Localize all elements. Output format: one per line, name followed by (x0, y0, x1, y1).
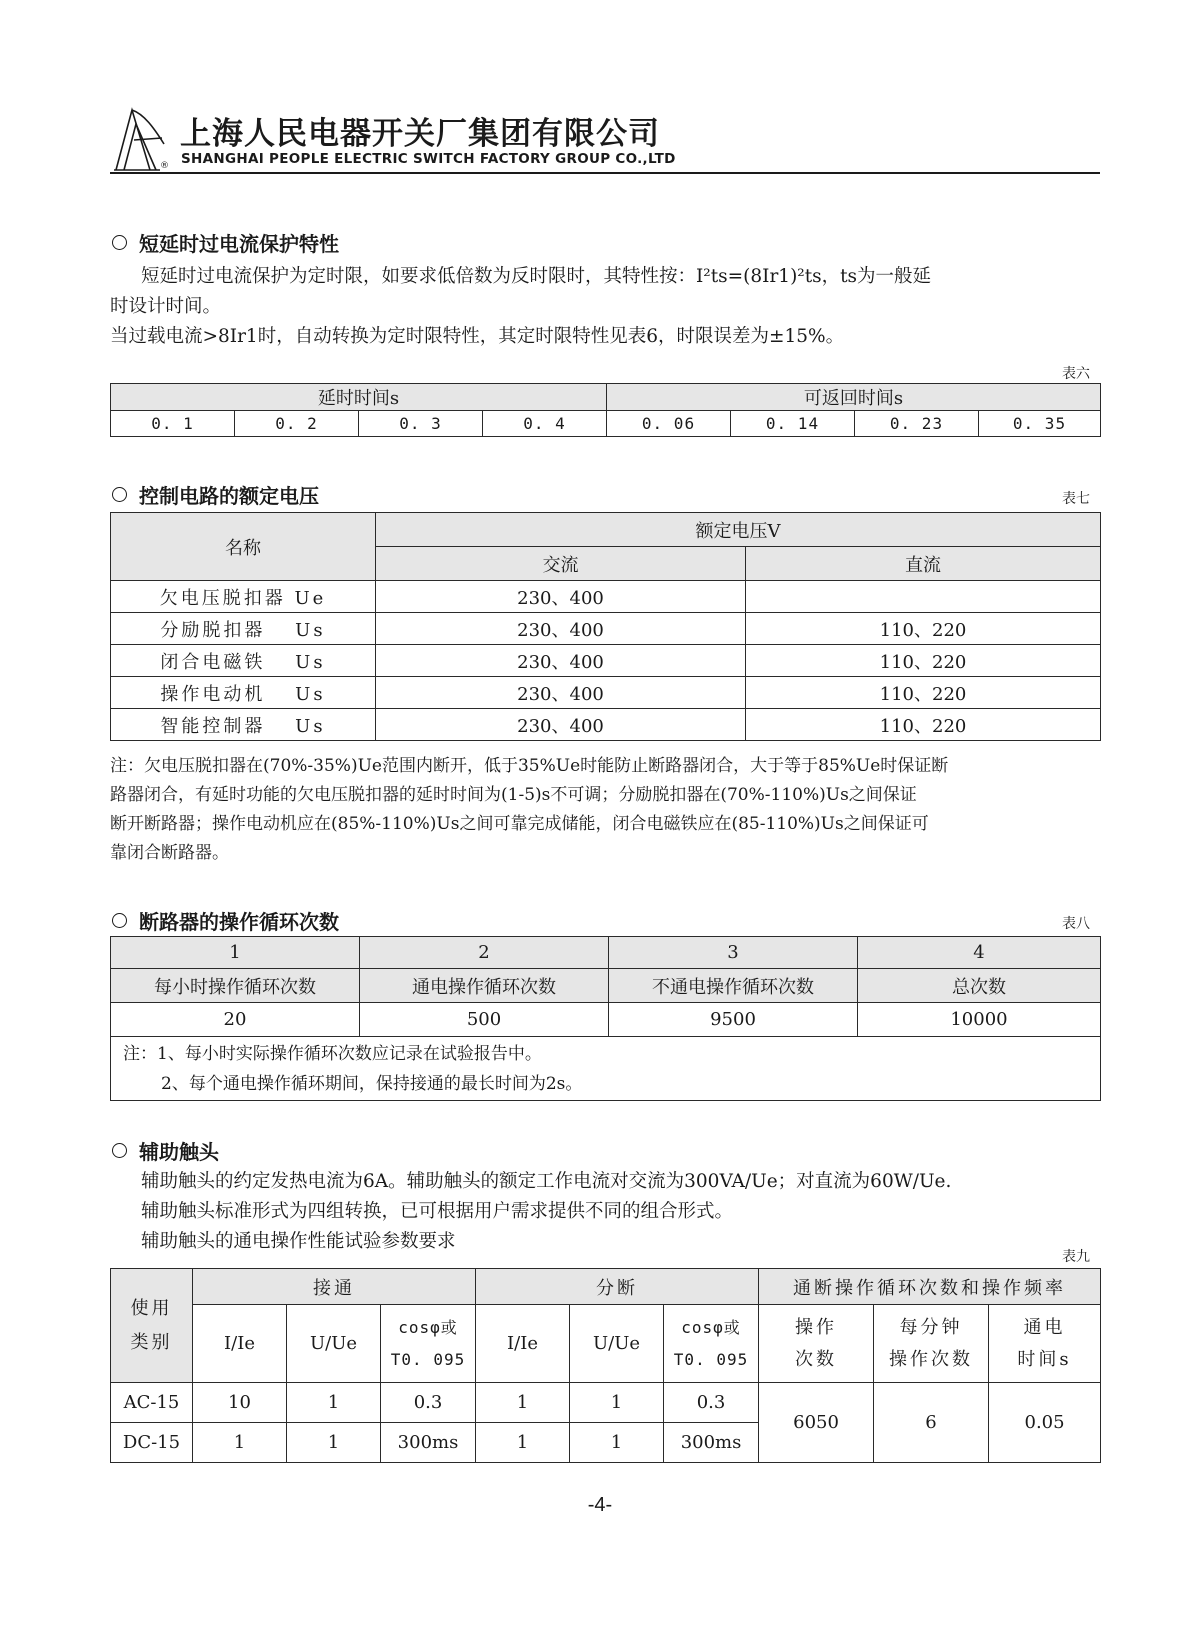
header-ue: U/Ue (570, 1305, 664, 1383)
table-cell: 0. 3 (359, 411, 483, 437)
header-line: 通电 (1023, 1316, 1066, 1338)
table-cell: 1 (570, 1383, 664, 1423)
section-title-text: 短延时过电流保护特性 (139, 232, 339, 256)
company-name-cn: 上海人民电器开关厂集团有限公司 (180, 116, 660, 152)
row-dc: 110、220 (746, 613, 1101, 645)
header-cos (664, 1305, 759, 1383)
col-header: 总次数 (858, 969, 1101, 1003)
table-label: 表八 (1062, 916, 1090, 932)
table-row (111, 581, 1101, 613)
table-row (111, 709, 1101, 741)
table-cell: 1 (193, 1423, 287, 1463)
col-number: 1 (111, 937, 360, 969)
cell-energized-time: 0.05 (989, 1383, 1101, 1463)
table-cell: 500 (360, 1003, 609, 1037)
header-line: 操作次数 (889, 1348, 974, 1370)
header-operations (759, 1305, 874, 1383)
table-cell: 1 (476, 1383, 570, 1423)
table-row (111, 645, 1101, 677)
col-header: 每小时操作循环次数 (111, 969, 360, 1003)
header-line: 时间s (1017, 1348, 1072, 1370)
col-header: 不通电操作循环次数 (609, 969, 858, 1003)
table-cell: 0. 14 (731, 411, 855, 437)
circle-bullet-icon (112, 913, 127, 928)
header-ue: U/Ue (287, 1305, 381, 1383)
row-dc: 110、220 (746, 645, 1101, 677)
page-number: -4- (587, 1494, 613, 1516)
table-7-rated-voltage (110, 512, 1101, 741)
header-name: 名称 (111, 513, 376, 581)
factory-logo (110, 104, 172, 174)
section-title-text: 断路器的操作循环次数 (139, 910, 339, 934)
header-energized-time (989, 1305, 1101, 1383)
row-ac: 230、400 (376, 613, 746, 645)
header-make: 接通 (193, 1269, 476, 1305)
section-title-short-delay (112, 228, 339, 257)
note-line: 注：欠电压脱扣器在(70%-35%)Ue范围内断开，低于35%Ue时能防止断路器闭合，大于等于85%Ue时保证断 (110, 756, 949, 776)
header-frequency (874, 1305, 989, 1383)
row-dc (746, 581, 1101, 613)
table-cell: 10000 (858, 1003, 1101, 1037)
row-name: 操作电动机 Us (111, 677, 376, 709)
header-delay-time: 延时时间s (111, 384, 607, 411)
row-category: DC-15 (111, 1423, 193, 1463)
table-cell: 10 (193, 1383, 287, 1423)
header-ie: I/Ie (193, 1305, 287, 1383)
header-cos (381, 1305, 476, 1383)
header-ac: 交流 (376, 547, 746, 581)
cell-frequency: 6 (874, 1383, 989, 1463)
section-title-text: 辅助触头 (139, 1140, 219, 1164)
table-cell: 1 (287, 1383, 381, 1423)
section-title-auxiliary-contacts (112, 1136, 219, 1165)
circle-bullet-icon (112, 1143, 127, 1158)
row-dc: 110、220 (746, 709, 1101, 741)
table-6-delay-times (110, 383, 1101, 437)
table-8-note (111, 1037, 1101, 1101)
header-line: 操作 (795, 1316, 838, 1338)
table-row (111, 677, 1101, 709)
paragraph-line: 短延时过电流保护为定时限，如要求低倍数为反时限时，其特性按：I²ts=(8Ir1)²ts，ts为一般延 (141, 266, 932, 287)
header-category (111, 1269, 193, 1383)
table-cell: 1 (476, 1423, 570, 1463)
col-number: 2 (360, 937, 609, 969)
col-number: 4 (858, 937, 1101, 969)
header-line: T0. 095 (673, 1349, 749, 1369)
cell-operations: 6050 (759, 1383, 874, 1463)
note-line: 靠闭合断路器。 (110, 843, 229, 863)
table-cell: 1 (570, 1423, 664, 1463)
table-9-aux-contact-params (110, 1268, 1101, 1463)
table-label: 表七 (1062, 491, 1090, 507)
table-cell: 0. 06 (607, 411, 731, 437)
table-8-operation-cycles (110, 936, 1101, 1101)
table-cell: 0. 1 (111, 411, 235, 437)
paragraph-line: 辅助触头标准形式为四组转换，已可根据用户需求提供不同的组合形式。 (141, 1201, 734, 1222)
row-name: 欠电压脱扣器 Ue (111, 581, 376, 613)
col-number: 3 (609, 937, 858, 969)
row-dc: 110、220 (746, 677, 1101, 709)
section-title-text: 控制电路的额定电压 (139, 484, 319, 508)
header-break: 分断 (476, 1269, 759, 1305)
header-line: 每分钟 (899, 1316, 963, 1338)
row-ac: 230、400 (376, 581, 746, 613)
table-cell: 0. 4 (483, 411, 607, 437)
circle-bullet-icon (112, 235, 127, 250)
table-cell: 9500 (609, 1003, 858, 1037)
header-line: T0. 095 (390, 1349, 466, 1369)
table-cell: 0. 35 (979, 411, 1101, 437)
table-cell: 0.3 (664, 1383, 759, 1423)
paragraph-line: 辅助触头的通电操作性能试验参数要求 (141, 1231, 456, 1252)
row-ac: 230、400 (376, 677, 746, 709)
note-line: 注：1、每小时实际操作循环次数应记录在试验报告中。 (123, 1043, 542, 1064)
company-name-en: SHANGHAI PEOPLE ELECTRIC SWITCH FACTORY GROUP CO.,LTD (181, 151, 676, 167)
paragraph-line: 当过载电流>8Ir1时，自动转换为定时限特性，其定时限特性见表6，时限误差为±15%。 (110, 326, 845, 347)
paragraph-line: 时设计时间。 (110, 296, 222, 317)
row-ac: 230、400 (376, 645, 746, 677)
table-row (111, 1383, 1101, 1423)
header-line: cosφ或 (398, 1317, 458, 1337)
table-cell: 300ms (664, 1423, 759, 1463)
table-cell: 0. 2 (235, 411, 359, 437)
table-7-note (110, 752, 1100, 868)
header-line: 次数 (795, 1348, 838, 1370)
row-category: AC-15 (111, 1383, 193, 1423)
row-name: 智能控制器 Us (111, 709, 376, 741)
table-label: 表六 (1062, 366, 1090, 382)
table-cell: 0.3 (381, 1383, 476, 1423)
section-title-control-voltage (112, 480, 319, 509)
table-cell: 300ms (381, 1423, 476, 1463)
row-name: 分励脱扣器 Us (111, 613, 376, 645)
row-ac: 230、400 (376, 709, 746, 741)
col-header: 通电操作循环次数 (360, 969, 609, 1003)
table-cell: 1 (287, 1423, 381, 1463)
note-line: 2、每个通电操作循环期间，保持接通的最长时间为2s。 (161, 1073, 583, 1094)
header-rated-voltage: 额定电压V (376, 513, 1101, 547)
header-line: cosφ或 (681, 1317, 741, 1337)
header-ie: I/Ie (476, 1305, 570, 1383)
row-name: 闭合电磁铁 Us (111, 645, 376, 677)
table-cell: 0. 23 (855, 411, 979, 437)
header-line: 类别 (130, 1331, 173, 1353)
circle-bullet-icon (112, 487, 127, 502)
header-divider (110, 172, 1100, 174)
note-line: 断开断路器；操作电动机应在(85%-110%)Us之间可靠完成储能，闭合电磁铁应在(85-110%)Us之间保证可 (110, 814, 929, 834)
header-cycles-frequency: 通断操作循环次数和操作频率 (759, 1269, 1101, 1305)
paragraph-line: 辅助触头的约定发热电流为6A。辅助触头的额定工作电流对交流为300VA/Ue；对直流为60W/Ue. (141, 1171, 952, 1192)
header-dc: 直流 (746, 547, 1101, 581)
section-title-operation-cycles (112, 906, 339, 935)
note-line: 路器闭合，有延时功能的欠电压脱扣器的延时时间为(1-5)s不可调；分励脱扣器在(70%-110%)Us之间保证 (110, 785, 917, 805)
table-label: 表九 (1062, 1249, 1090, 1265)
header-line: 使用 (130, 1297, 173, 1319)
svg-text:®: ® (160, 161, 169, 171)
table-cell: 20 (111, 1003, 360, 1037)
header-returnable-time: 可返回时间s (607, 384, 1101, 411)
table-row (111, 613, 1101, 645)
